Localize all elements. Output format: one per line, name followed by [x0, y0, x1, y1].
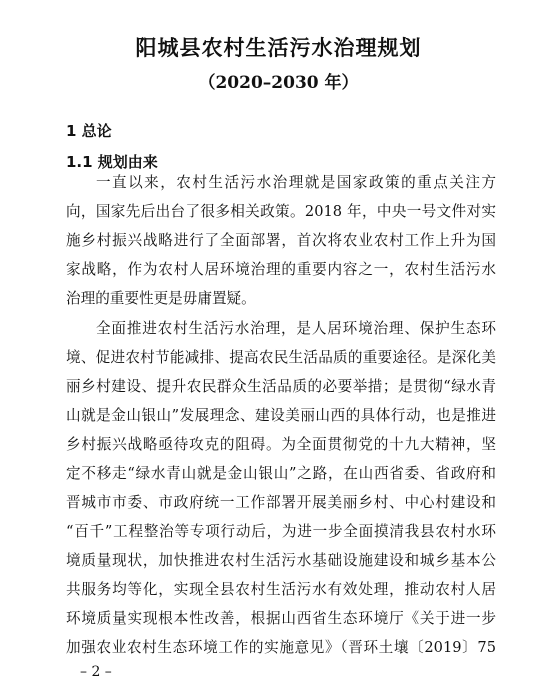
document-title: 阳城县农村生活污水治理规划 — [135, 35, 422, 60]
document-subtitle: （2020–2030 年） — [198, 73, 359, 93]
paragraph-line: 加强农业农村生态环境工作的实施意见》（晋环土壤〔2019〕75 — [66, 639, 496, 656]
paragraph-line: 共服务均等化，实现全县农村生活污水有效处理，推动农村人居 — [66, 581, 496, 598]
paragraph-line: 环境质量实现根本性改善，根据山西省生态环境厅《关于进一步 — [66, 610, 496, 627]
paragraph-line: 晋城市市委、市政府统一工作部署开展美丽乡村、中心村建设和 — [66, 494, 496, 511]
paragraph-line: 施乡村振兴战略进行了全面部署，首次将农业农村工作上升为国 — [66, 232, 496, 249]
paragraph-line: 一直以来，农村生活污水治理就是国家政策的重点关注方 — [96, 174, 496, 191]
section-heading: 1 总论 — [66, 122, 112, 140]
page-number: – 2 – — [80, 664, 112, 680]
paragraph-line: 乡村振兴战略亟待攻克的阻碍。为全面贯彻党的十九大精神，坚 — [66, 436, 496, 453]
paragraph-line: 向，国家先后出台了很多相关政策。2018 年，中央一号文件对实 — [66, 203, 497, 220]
paragraph-line: 丽乡村建设、提升农民群众生活品质的必要举措；是贯彻“绿水青 — [66, 378, 496, 395]
paragraph-line: “百千”工程整治等专项行动后，为进一步全面摸清我县农村水环 — [66, 523, 496, 540]
paragraph-line: 境质量现状，加快推进农村生活污水基础设施建设和城乡基本公 — [66, 552, 496, 569]
paragraph-line: 山就是金山银山”发展理念、建设美丽山西的具体行动，也是推进 — [66, 407, 496, 424]
paragraph-line: 境、促进农村节能减排、提高农民生活品质的重要途径。是深化美 — [66, 349, 496, 366]
paragraph-line: 定不移走“绿水青山就是金山银山”之路，在山西省委、省政府和 — [66, 465, 496, 482]
paragraph-line: 治理的重要性更是毋庸置疑。 — [66, 290, 256, 307]
paragraph-line: 家战略，作为农村人居环境治理的重要内容之一，农村生活污水 — [66, 261, 496, 278]
subsection-heading: 1.1 规划由来 — [66, 153, 158, 171]
paragraph-line: 全面推进农村生活污水治理，是人居环境治理、保护生态环 — [96, 320, 496, 337]
